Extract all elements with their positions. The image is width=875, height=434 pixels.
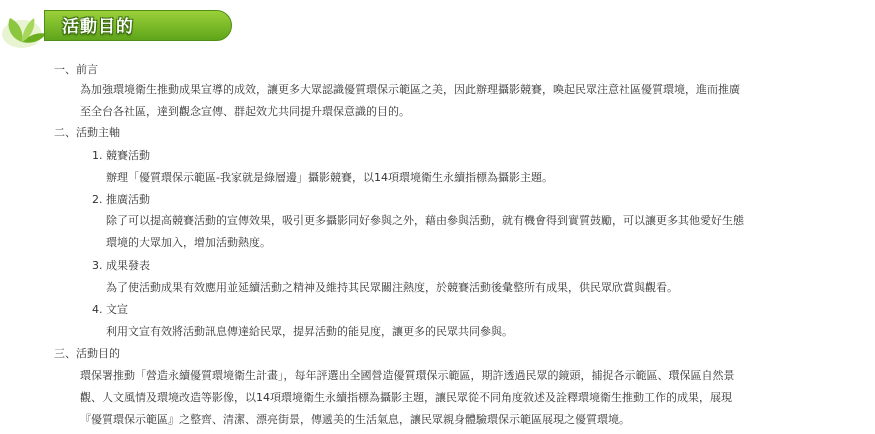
list-item-text: 辦理「優質環保示範區-我家就是綠層邊」攝影競賽，以14項環境衛生永續指標為攝影主題。	[106, 171, 553, 184]
list-item-text: 環境的大眾加入，增加活動熱度。	[106, 236, 271, 249]
paragraph-line: 至全台各社區，達到觀念宣傳、群起效尤共同提升環保意識的目的。	[80, 105, 410, 118]
section-heading-preface: 一、前言	[54, 63, 98, 76]
list-item-text: 利用文宣有效將活動訊息傳達給民眾，提昇活動的能見度，讓更多的民眾共同參與。	[106, 325, 513, 338]
page-title: 活動目的	[62, 17, 134, 37]
list-item-text: 為了使活動成果有效應用並延續活動之精神及維持其民眾關注熱度，於競賽活動後彙整所有成果，供民眾欣賞與觀看。	[106, 281, 678, 294]
section-heading-purpose: 三、活動目的	[54, 347, 120, 360]
section-heading-main-axis: 二、活動主軸	[54, 126, 120, 139]
paragraph-line: 『優質環保示範區』之整齊、清潔、漂亮街景，傳遞美的生活氣息，讓民眾親身體驗環保示範區展現之優質環境。	[80, 413, 630, 426]
list-item-title: 4. 文宣	[92, 303, 128, 316]
list-item-text: 除了可以提高競賽活動的宣傳效果，吸引更多攝影同好參與之外，藉由參與活動，就有機會得到實質鼓勵，可以讓更多其他愛好生態	[106, 214, 744, 227]
paragraph-line: 環保署推動「營造永續優質環境衛生計畫」，每年評選出全國營造優質環保示範區，期許透過民眾的鏡頭，捕捉各示範區、環保區自然景	[80, 369, 735, 382]
list-item-title: 1. 競賽活動	[92, 149, 150, 162]
list-item-title: 3. 成果發表	[92, 259, 150, 272]
paragraph-line: 為加強環境衛生推動成果宣導的成效，讓更多大眾認識優質環保示範區之美，因此辦理攝影競賽，喚起民眾注意社區優質環境，進而推廣	[80, 83, 740, 96]
paragraph-line: 觀、人文風情及環境改造等影像，以14項環境衛生永續指標為攝影主題，讓民眾從不同角度敘述及詮釋環境衛生推動工作的成果，展現	[80, 391, 732, 404]
section-header	[0, 0, 240, 50]
list-item-title: 2. 推廣活動	[92, 193, 150, 206]
